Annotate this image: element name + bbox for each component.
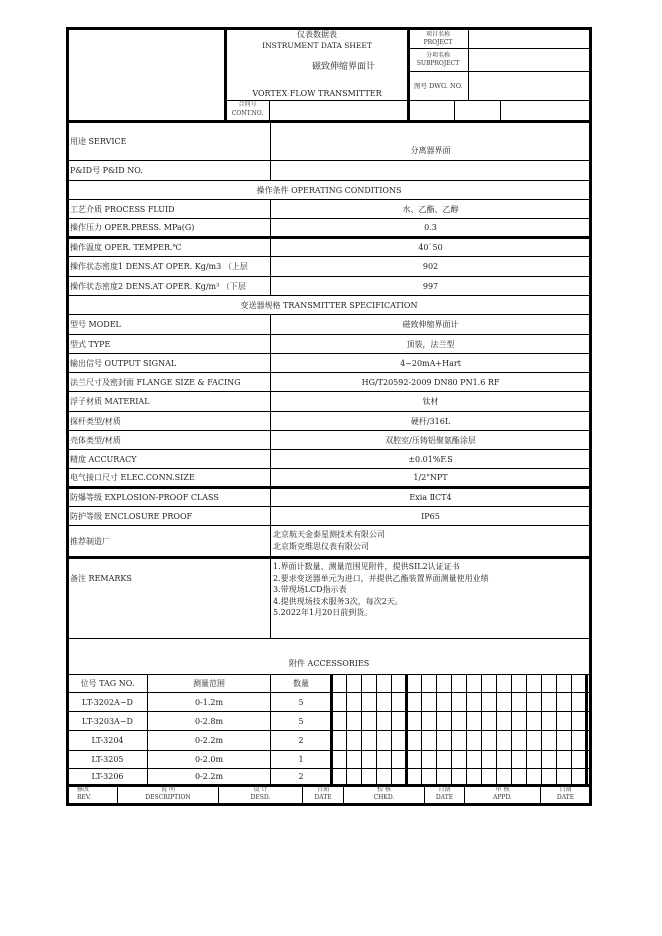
operating-condition-label: 操作状态密度2 DENS.AT OPER. Kg/m³ （下层 [70,281,246,291]
dwg-no-label: 图号 DWG. NO. [414,82,463,90]
project-label-cn: 项目名称 [425,31,450,38]
spec-label: 防护等级 ENCLOSURE PROOF [70,511,193,521]
spec-label: 壳体类型/材质 [70,435,121,445]
instrument-name-cn: 磁致伸缩界面计 [312,62,376,72]
footer-cell [304,785,342,803]
subproject-label-cn: 分项名称 [425,52,450,59]
footer-cell [220,785,301,803]
spec-value: IP65 [421,511,440,521]
project-label-en: PROJECT [423,39,453,46]
transmitter-spec-title: 变送器规格 TRANSMITTER SPECIFICATION [240,300,418,310]
footer-label-cn: 日期 [559,786,572,793]
accessory-range: 0-2.2m [194,736,224,745]
remarks-lines [273,561,489,619]
accessory-range: 0-2.2m [194,772,224,781]
manufacturer-values [273,529,385,552]
spec-label: 型号 MODEL [70,320,121,329]
accessory-range: 0-2.0m [194,755,224,764]
subproject-label-en: SUBPROJECT [416,60,460,67]
footer-label-cn: 说 明 [161,786,175,793]
accessory-tag: LT-3202A~D [82,697,133,707]
footer-cell [466,785,539,803]
accessory-tag: LT-3203A~D [82,716,133,726]
footer-label-en: DESD. [250,794,271,801]
manufacturer-1: 北京航天金泰星测技术有限公司 [273,530,385,539]
operating-condition-value: 40`50 [418,242,443,252]
operating-condition-label: 操作压力 OPER.PRESS. MPa(G) [70,223,195,232]
footer-cell [345,785,423,803]
accessory-qty: 5 [298,697,304,707]
accessory-qty: 1 [298,755,304,764]
col-range: 测量范围 [193,679,225,688]
footer-label-cn: 修改 [77,786,90,793]
footer-label-en: REV. [77,794,92,801]
footer-cell [426,785,463,803]
spec-value: 双腔室/压铸铝聚氨酯涂层 [385,435,476,445]
spec-label: 精度 ACCURACY [70,454,137,464]
accessory-tag: LT-3204 [91,736,124,745]
remark-line: 1.界面计数量、测量范围见附件，提供SIL2认证证书 [273,562,460,571]
footer-label-en: DATE [556,794,575,801]
project-value [470,29,588,47]
spec-label: 浮子材质 MATERIAL [70,397,150,406]
footer-label-en: CHKD. [373,794,395,801]
service-label: 用途 SERVICE [70,137,127,146]
spec-value: HG/T20592-2009 DN80 PN1.6 RF [361,377,500,387]
contract-no-label-en: CONT.NO. [231,110,264,117]
footer-label-en: APPD. [493,794,512,801]
spec-label: 法兰尺寸及密封面 FLANGE SIZE & FACING [70,377,241,387]
footer-label-cn: 审 核 [495,786,510,793]
col-tag-no: 位号 TAG NO. [80,679,135,688]
spec-label: 输出信号 OUTPUT SIGNAL [70,358,177,368]
title-en: INSTRUMENT DATA SHEET [262,41,372,50]
contract-no-label-cn: 合同号 [238,101,257,108]
dwg-no-value [470,72,588,99]
manufacturer-2: 北京斯克维思仪表有限公司 [273,541,369,551]
accessory-tag: LT-3206 [91,772,124,781]
spec-value: 顶装，法兰型 [406,339,455,349]
operating-condition-value: 997 [422,281,439,291]
footer-label-cn: 设 计 [253,786,268,793]
spec-value: 4~20mA+Hart [400,358,461,368]
operating-condition-value: 902 [422,262,439,271]
footer-label-en: DESCRIPTION [145,794,191,801]
operating-condition-value: 0.3 [424,223,437,232]
operating-condition-label: 操作温度 OPER. TEMPER.℃ [70,242,182,252]
spec-value: 钛材 [422,397,439,406]
spec-value: 磁致伸缩界面计 [402,320,459,329]
operating-conditions-title: 操作条件 OPERATING CONDITIONS [256,185,402,195]
footer-label-cn: 校 核 [377,786,391,793]
operating-condition-value: 水、乙酯、乙醇 [402,204,459,214]
remark-line: 3.带现场LCD指示表 [273,585,347,594]
contract-no-value [271,101,407,120]
accessory-qty: 2 [298,772,304,781]
spec-label: 探杆类型/材质 [70,416,121,426]
footer-cell [542,785,589,803]
spec-label: 型式 TYPE [70,339,111,349]
manufacturer-label: 推荐制造厂 [70,536,110,546]
operating-condition-label: 工艺介质 PROCESS FLUID [70,204,175,214]
spec-value: Exia ⅡCT4 [409,492,452,502]
remark-line: 4.提供现场技术服务3次，每次2天。 [273,596,403,606]
footer-cell [119,785,217,803]
spec-label: 电气接口尺寸 ELEC.CONN.SIZE [70,473,195,482]
spec-value: 1/2"NPT [413,473,448,482]
accessory-qty: 5 [298,716,304,726]
instrument-name-en: VORTEX FLOW TRANSMITTER [252,89,382,98]
remark-line: 5.2022年1月20日前到货。 [273,608,373,617]
accessory-range: 0-2.8m [194,716,224,726]
footer-label-en: DATE [314,794,332,801]
spec-label: 防爆等级 EXPLOSION-PROOF CLASS [70,492,219,502]
pid-label: P&ID号 P&ID NO. [70,166,143,175]
service-value: 分离器界面 [410,145,451,155]
accessory-tag: LT-3205 [91,755,124,764]
footer-label-en: DATE [435,794,454,801]
col-qty: 数量 [293,679,309,688]
accessories-title: 附件 ACCESSORIES [289,659,370,668]
footer-label-cn: 日期 [316,786,329,793]
accessory-qty: 2 [298,736,304,745]
pid-value [271,161,590,180]
title-cn: 仪表数据表 [297,30,337,39]
remarks-label: 备注 REMARKS [70,574,132,583]
footer-cell [69,785,116,803]
accessory-range: 0-1.2m [194,697,224,707]
remark-line: 2.要求变送器单元为进口，并提供乙酯装置界面测量使用业绩 [273,573,489,583]
operating-condition-label: 操作状态密度1 DENS.AT OPER. Kg/m3 （上层 [70,262,248,271]
subproject-value [470,50,588,70]
footer-label-cn: 日期 [438,786,451,793]
spec-value: ±0.01%F.S [408,454,453,464]
spec-value: 硬杆/316L [410,416,451,426]
